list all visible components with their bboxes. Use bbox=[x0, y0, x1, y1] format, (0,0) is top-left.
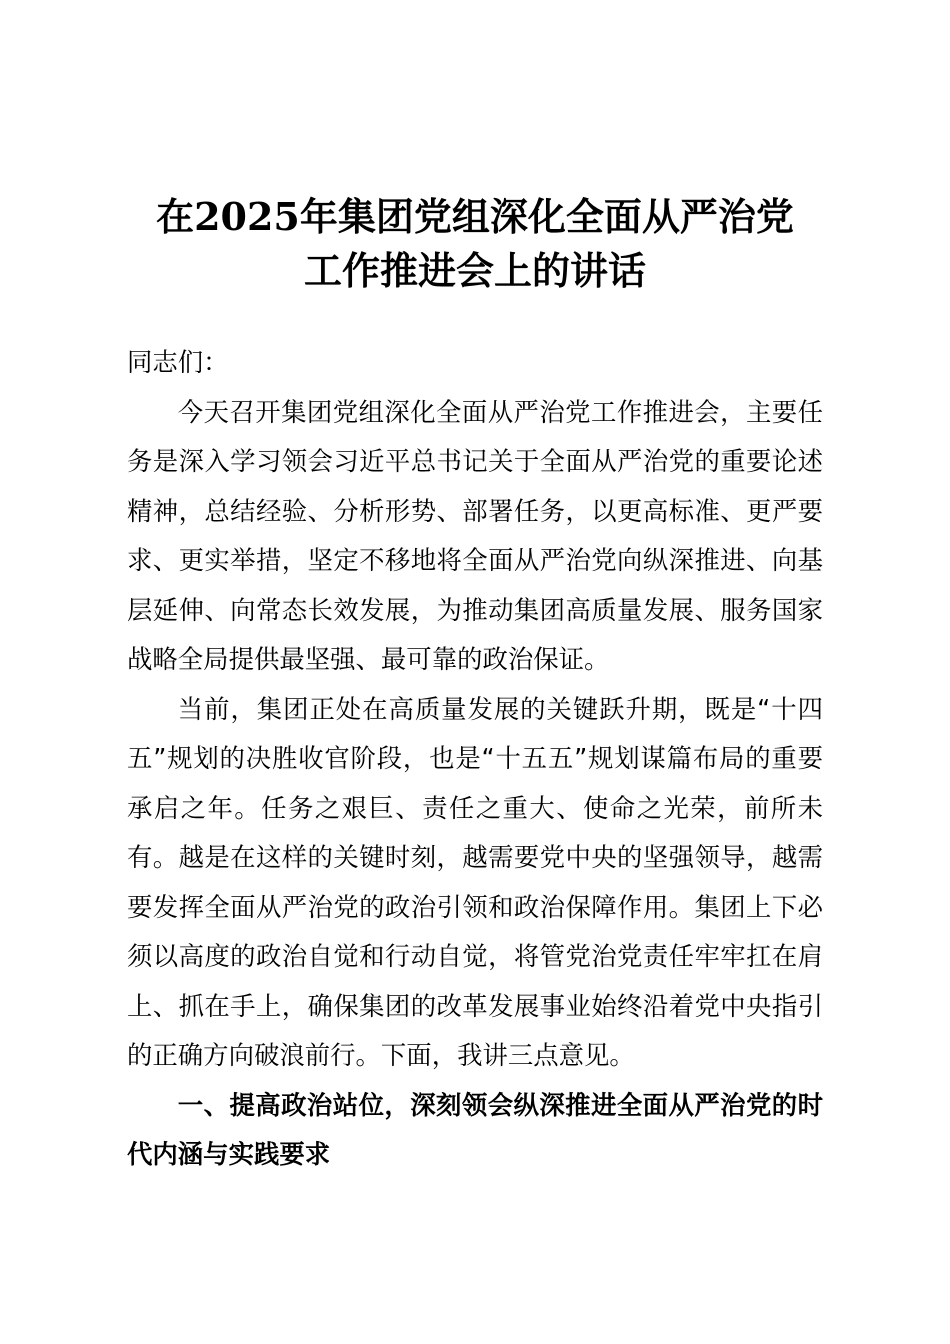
paragraph-1: 今天召开集团党组深化全面从严治党工作推进会，主要任务是深入学习领会习近平总书记关于全面从严治党的重要论述精神，总结经验、分析形势、部署任务，以更高标准、更严要求、更实举措，坚定不移地将全面从严治党向纵深推进、向基层延伸、向常态长效发展，为推动集团高质量发展、服务国家战略全局提供最坚强、最可靠的政治保证。 bbox=[127, 396, 823, 674]
document-body bbox=[127, 338, 823, 1180]
section-heading-1: 一、提高政治站位，深刻领会纵深推进全面从严治党的时代内涵与实践要求 bbox=[127, 1089, 823, 1169]
paragraph-2: 当前，集团正处在高质量发展的关键跃升期，既是“十四五”规划的决胜收官阶段，也是“十五五”规划谋篇布局的重要承启之年。任务之艰巨、责任之重大、使命之光荣，前所未有。越是在这样的关键时刻，越需要党中央的坚强领导，越需要发挥全面从严治党的政治引领和政治保障作用。集团上下必须以高度的政治自觉和行动自觉，将管党治党责任牢牢扛在肩上、抓在手上，确保集团的改革发展事业始终沿着党中央指引的正确方向破浪前行。下面，我讲三点意见。 bbox=[127, 693, 823, 1070]
title-line-2: 工作推进会上的讲话 bbox=[303, 248, 646, 293]
salutation: 同志们： bbox=[127, 347, 229, 377]
title-line-1: 在2025年集团党组深化全面从严治党 bbox=[156, 194, 794, 239]
document-title bbox=[110, 190, 840, 298]
